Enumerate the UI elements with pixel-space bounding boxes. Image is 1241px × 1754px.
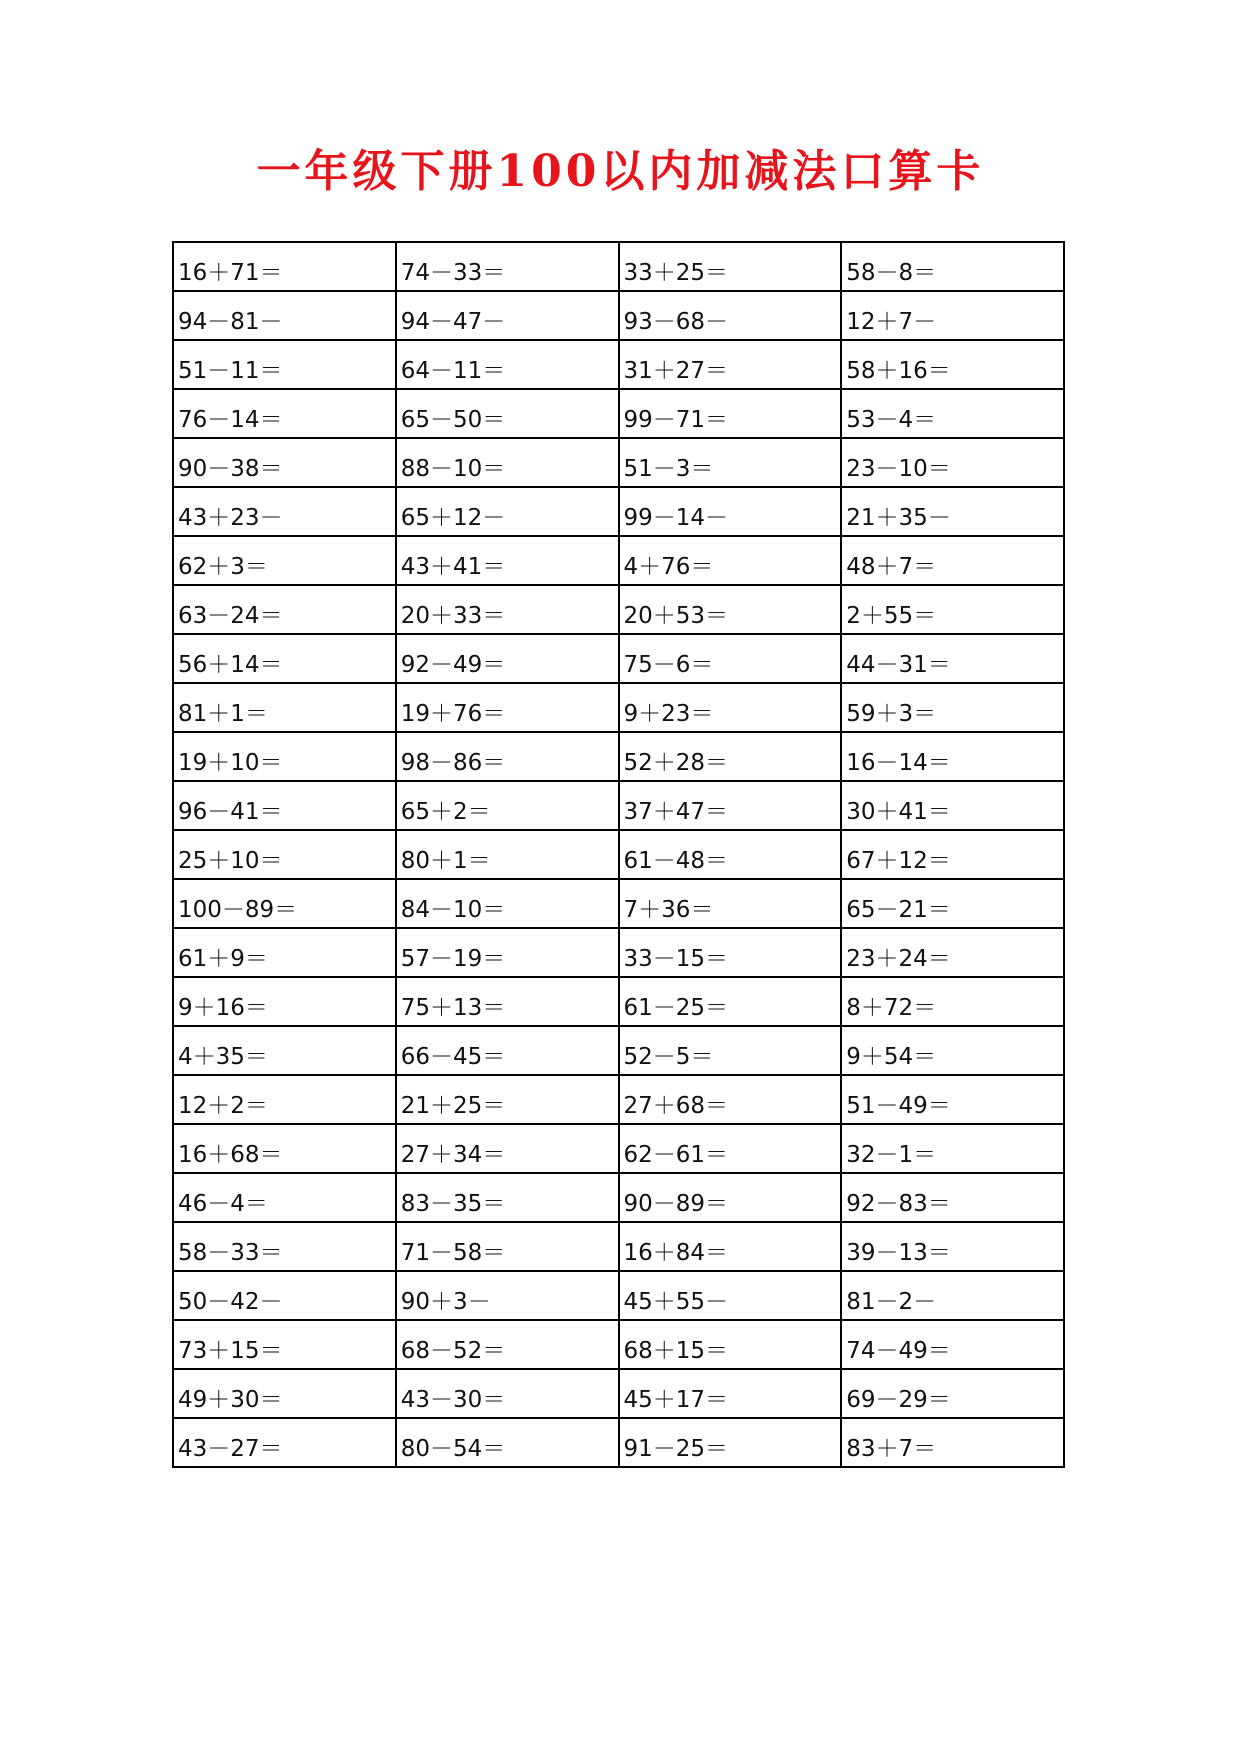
problem-cell [396,487,619,536]
problem-text: 19＋76＝ [400,701,506,727]
problem-cell [841,1075,1064,1124]
problem-text: 75＋13＝ [400,995,506,1021]
problem-text: 88－10＝ [400,456,506,482]
problem-cell [619,1271,842,1320]
problem-cell [396,1075,619,1124]
problem-text: 90－38＝ [178,456,283,482]
problem-text: 65－50＝ [400,407,506,433]
table-row [173,634,1064,683]
problem-text: 96－41＝ [178,799,283,825]
page-title: 一年级下册100以内加减法口算卡 [256,146,985,197]
problem-cell [173,1222,396,1271]
problem-text: 20＋33＝ [400,603,506,629]
problem-text: 74－33＝ [400,260,506,286]
problem-cell [841,1173,1064,1222]
problem-text: 43－30＝ [400,1387,506,1413]
problem-cell [619,1075,842,1124]
problem-cell [396,1418,619,1467]
problem-cell [396,1173,619,1222]
problem-text: 71－58＝ [400,1240,506,1266]
problem-cell [396,634,619,683]
problem-cell [619,487,842,536]
problem-cell [619,683,842,732]
problem-text: 51－11＝ [178,358,283,384]
problem-text: 50－42－ [178,1289,283,1315]
problem-text: 53－4＝ [846,407,937,433]
problem-text: 91－25＝ [623,1436,729,1462]
problem-cell [173,830,396,879]
problem-cell [619,1369,842,1418]
table-row [173,389,1064,438]
problem-text: 16－14＝ [846,750,951,776]
table-row [173,585,1064,634]
problem-cell [396,781,619,830]
problem-text: 92－83＝ [846,1191,951,1217]
problem-cell [173,438,396,487]
problem-text: 16＋68＝ [178,1142,283,1168]
problem-text: 52＋28＝ [623,750,729,776]
problem-cell [173,1124,396,1173]
problem-text: 16＋84＝ [623,1240,729,1266]
problem-text: 44－31＝ [846,652,951,678]
problem-text: 92－49＝ [400,652,506,678]
table-row [173,732,1064,781]
table-row [173,1026,1064,1075]
problem-cell [396,291,619,340]
problem-text: 80＋1＝ [400,848,491,874]
problem-cell [396,977,619,1026]
problem-cell [173,1271,396,1320]
problem-text: 21＋35－ [846,505,951,531]
problem-cell [396,585,619,634]
problem-cell [619,977,842,1026]
problem-cell [173,389,396,438]
table-row [173,1124,1064,1173]
problem-cell [841,340,1064,389]
table-row [173,879,1064,928]
problem-text: 81＋1＝ [178,701,268,727]
problem-text: 63－24＝ [178,603,283,629]
problem-cell [841,977,1064,1026]
problem-cell [173,1173,396,1222]
problem-cell [173,1075,396,1124]
table-row [173,340,1064,389]
problem-text: 69－29＝ [846,1387,951,1413]
problem-text: 62＋3＝ [178,554,268,580]
problem-text: 9＋54＝ [846,1044,937,1070]
problem-text: 75－6＝ [623,652,714,678]
problem-text: 84－10＝ [400,897,506,923]
problem-cell [173,683,396,732]
problem-text: 57－19＝ [400,946,506,972]
problem-text: 43－27＝ [178,1436,283,1462]
table-row [173,830,1064,879]
problem-text: 98－86＝ [400,750,506,776]
problem-cell [841,634,1064,683]
problem-cell [619,1124,842,1173]
problem-cell [619,830,842,879]
problem-cell [173,1369,396,1418]
problem-cell [173,536,396,585]
problem-cell [841,291,1064,340]
problem-text: 64－11＝ [400,358,506,384]
problem-cell [619,928,842,977]
table-body [173,242,1064,1467]
problem-cell [841,781,1064,830]
problem-text: 12＋7－ [846,309,937,335]
problem-text: 33－15＝ [623,946,729,972]
problem-cell [396,928,619,977]
problem-text: 83＋7＝ [846,1436,937,1462]
problem-text: 9＋23＝ [623,701,714,727]
problem-text: 94－81－ [178,309,283,335]
problem-text: 68＋15＝ [623,1338,729,1364]
problem-cell [619,1222,842,1271]
problem-cell [619,438,842,487]
problem-text: 90＋3－ [400,1289,491,1315]
problem-cell [619,389,842,438]
problem-text: 45＋17＝ [623,1387,729,1413]
table-row [173,487,1064,536]
problem-text: 43＋41＝ [400,554,506,580]
problem-text: 8＋72＝ [846,995,937,1021]
problem-cell [841,487,1064,536]
table-row [173,291,1064,340]
problem-text: 61＋9＝ [178,946,268,972]
problem-cell [396,1271,619,1320]
problem-cell [396,1320,619,1369]
problem-cell [841,242,1064,291]
problem-cell [619,781,842,830]
problem-cell [841,1369,1064,1418]
table-row [173,1271,1064,1320]
problem-text: 90－89＝ [623,1191,729,1217]
problem-text: 43＋23－ [178,505,283,531]
problem-text: 99－71＝ [623,407,729,433]
problem-text: 7＋36＝ [623,897,714,923]
problem-text: 27＋68＝ [623,1093,729,1119]
problem-text: 58－33＝ [178,1240,283,1266]
problem-cell [173,781,396,830]
problem-cell [619,879,842,928]
problem-cell [173,1418,396,1467]
problem-text: 94－47－ [400,309,506,335]
problem-cell [841,928,1064,977]
problem-cell [619,536,842,585]
problem-cell [841,1418,1064,1467]
problem-text: 37＋47＝ [623,799,729,825]
table-row [173,1369,1064,1418]
problem-cell [841,585,1064,634]
problem-cell [173,634,396,683]
problem-text: 61－48＝ [623,848,729,874]
problem-text: 23－10＝ [846,456,951,482]
problem-cell [173,977,396,1026]
problem-text: 2＋55＝ [846,603,937,629]
problem-text: 51－3＝ [623,456,714,482]
problem-text: 4＋76＝ [623,554,714,580]
problem-cell [841,438,1064,487]
problem-cell [396,1369,619,1418]
problem-cell [841,1271,1064,1320]
problem-cell [396,536,619,585]
problem-cell [396,830,619,879]
table-row [173,1075,1064,1124]
problem-text: 51－49＝ [846,1093,951,1119]
problem-text: 4＋35＝ [178,1044,268,1070]
problem-cell [619,291,842,340]
problem-cell [396,242,619,291]
table-row [173,683,1064,732]
problem-text: 32－1＝ [846,1142,937,1168]
problem-text: 52－5＝ [623,1044,714,1070]
problem-cell [396,879,619,928]
problem-cell [619,340,842,389]
problem-cell [396,683,619,732]
problem-text: 30＋41＝ [846,799,951,825]
problem-cell [396,340,619,389]
table-row [173,438,1064,487]
problem-text: 65－21＝ [846,897,951,923]
problem-text: 66－45＝ [400,1044,506,1070]
problem-cell [841,1222,1064,1271]
problem-text: 73＋15＝ [178,1338,283,1364]
problem-text: 100－89＝ [178,897,298,923]
problem-cell [173,340,396,389]
problem-cell [619,1320,842,1369]
table-row [173,242,1064,291]
table-row [173,1418,1064,1467]
problem-text: 59＋3＝ [846,701,937,727]
problem-text: 19＋10＝ [178,750,283,776]
problem-text: 99－14－ [623,505,729,531]
problem-text: 25＋10＝ [178,848,283,874]
problem-text: 56＋14＝ [178,652,283,678]
problem-cell [173,732,396,781]
problem-cell [173,585,396,634]
problem-cell [619,242,842,291]
problem-cell [396,438,619,487]
problem-cell [841,1320,1064,1369]
table-row [173,977,1064,1026]
problem-text: 58＋16＝ [846,358,951,384]
problem-cell [173,1320,396,1369]
problem-cell [841,536,1064,585]
problem-cell [619,634,842,683]
problem-cell [841,879,1064,928]
problem-cell [619,1026,842,1075]
problem-cell [396,1026,619,1075]
problem-cell [396,1222,619,1271]
problem-text: 62－61＝ [623,1142,729,1168]
problem-text: 31＋27＝ [623,358,729,384]
problem-text: 58－8＝ [846,260,937,286]
problem-text: 68－52＝ [400,1338,506,1364]
problem-text: 46－4＝ [178,1191,268,1217]
problem-text: 27＋34＝ [400,1142,506,1168]
table-row [173,781,1064,830]
problem-text: 83－35＝ [400,1191,506,1217]
problem-text: 81－2－ [846,1289,937,1315]
problem-cell [619,1173,842,1222]
table-row [173,1173,1064,1222]
problem-cell [173,487,396,536]
problem-text: 9＋16＝ [178,995,268,1021]
problem-text: 39－13＝ [846,1240,951,1266]
problem-cell [841,830,1064,879]
problem-text: 23＋24＝ [846,946,951,972]
problem-cell [396,389,619,438]
problem-cell [841,389,1064,438]
problem-cell [396,1124,619,1173]
problem-text: 45＋55－ [623,1289,729,1315]
problem-text: 74－49＝ [846,1338,951,1364]
problem-cell [173,291,396,340]
problem-cell [841,1026,1064,1075]
arithmetic-table [172,241,1065,1468]
problem-text: 16＋71＝ [178,260,283,286]
problem-cell [841,1124,1064,1173]
problem-cell [841,732,1064,781]
problem-text: 65＋12－ [400,505,506,531]
problem-cell [173,1026,396,1075]
problem-text: 65＋2＝ [400,799,491,825]
problem-text: 49＋30＝ [178,1387,283,1413]
problem-text: 76－14＝ [178,407,283,433]
problem-text: 20＋53＝ [623,603,729,629]
problem-cell [619,585,842,634]
problem-cell [173,928,396,977]
problem-text: 93－68－ [623,309,729,335]
problem-cell [173,242,396,291]
problem-cell [619,732,842,781]
problem-text: 21＋25＝ [400,1093,506,1119]
table-row [173,536,1064,585]
problem-text: 48＋7＝ [846,554,937,580]
problem-text: 67＋12＝ [846,848,951,874]
problem-cell [173,879,396,928]
problem-text: 12＋2＝ [178,1093,268,1119]
table-row [173,928,1064,977]
problem-text: 33＋25＝ [623,260,729,286]
problem-text: 80－54＝ [400,1436,506,1462]
table-row [173,1222,1064,1271]
problem-cell [396,732,619,781]
problem-cell [841,683,1064,732]
problem-text: 61－25＝ [623,995,729,1021]
problem-cell [619,1418,842,1467]
table-row [173,1320,1064,1369]
